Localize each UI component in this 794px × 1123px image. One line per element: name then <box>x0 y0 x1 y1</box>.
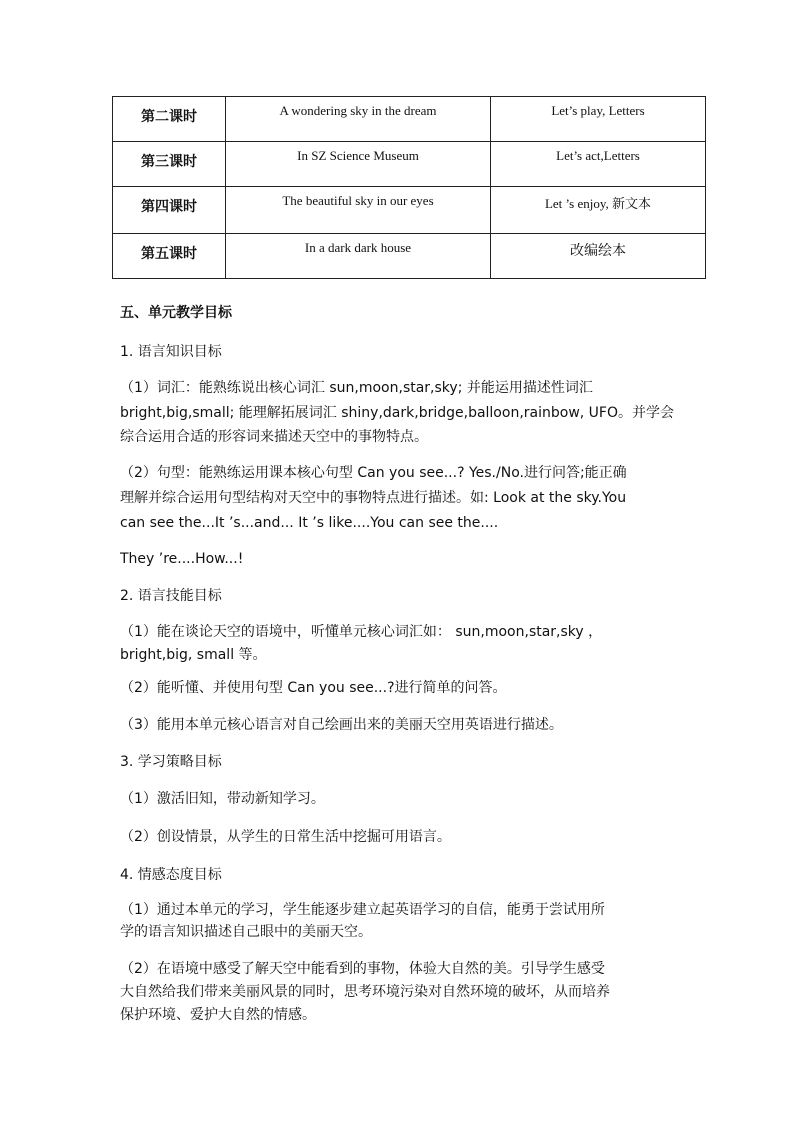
paragraph-line: 综合运用合适的形容词来描述天空中的事物特点。 <box>120 429 428 445</box>
paragraph-line: （1）激活旧知，带动新知学习。 <box>120 791 325 807</box>
paragraph-line: bright,big, small 等。 <box>120 647 267 663</box>
paragraph-line: （1）能在谈论天空的语境中，听懂单元核心词汇如： sun,moon,star,sky ， <box>120 624 603 640</box>
paragraph-line: can see the...It ’s...and... It ’s like....You can see the.... <box>120 515 499 531</box>
lesson-cell: 第四课时 <box>113 187 226 234</box>
paragraph-line: bright,big,small; 能理解拓展词汇 shiny,dark,bridge,balloon,rainbow, UFO。并学会 <box>120 405 674 421</box>
lesson-schedule-table <box>112 96 706 279</box>
table-row <box>113 142 706 187</box>
content-cell: 改编绘本 <box>491 234 706 279</box>
paragraph-line: （2）句型：能熟练运用课本核心句型 Can you see...? Yes./No.进行问答;能正确 <box>120 465 627 481</box>
paragraph-line: （2）能听懂、并使用句型 Can you see...?进行简单的问答。 <box>120 680 507 696</box>
paragraph-line: （2）创设情景，从学生的日常生活中挖掘可用语言。 <box>120 829 451 845</box>
lesson-cell: 第二课时 <box>113 97 226 142</box>
content-cell: Let’s act,Letters <box>491 142 706 187</box>
table-row <box>113 97 706 142</box>
topic-cell: In SZ Science Museum <box>226 142 491 187</box>
paragraph-line: 学的语言知识描述自己眼中的美丽天空。 <box>120 924 372 940</box>
paragraph-line: （2）在语境中感受了解天空中能看到的事物，体验大自然的美。引导学生感受 <box>120 961 605 977</box>
paragraph-line: （1）通过本单元的学习，学生能逐步建立起英语学习的自信，能勇于尝试用所 <box>120 902 605 918</box>
goal-heading: 1. 语言知识目标 <box>120 344 222 360</box>
paragraph-line: （1）词汇：能熟练说出核心词汇 sun,moon,star,sky; 并能运用描述性词汇 <box>120 380 593 396</box>
topic-cell: The beautiful sky in our eyes <box>226 187 491 234</box>
paragraph-line: They ’re....How...! <box>120 551 244 567</box>
section-title: 五、单元教学目标 <box>120 305 232 321</box>
table-row <box>113 187 706 234</box>
paragraph-line: （3）能用本单元核心语言对自己绘画出来的美丽天空用英语进行描述。 <box>120 717 563 733</box>
paragraph-line: 理解并综合运用句型结构对天空中的事物特点进行描述。如: Look at the sky.You <box>120 490 627 506</box>
goal-heading: 3. 学习策略目标 <box>120 754 222 770</box>
lesson-cell: 第三课时 <box>113 142 226 187</box>
table-row <box>113 234 706 279</box>
content-cell: Let’s play, Letters <box>491 97 706 142</box>
paragraph-line: 保护环境、爱护大自然的情感。 <box>120 1007 316 1023</box>
topic-cell: In a dark dark house <box>226 234 491 279</box>
paragraph-line: 大自然给我们带来美丽风景的同时，思考环境污染对自然环境的破坏，从而培养 <box>120 984 610 1000</box>
goal-heading: 4. 情感态度目标 <box>120 867 222 883</box>
content-cell: Let ’s enjoy, 新文本 <box>491 187 706 234</box>
topic-cell: A wondering sky in the dream <box>226 97 491 142</box>
goal-heading: 2. 语言技能目标 <box>120 588 222 604</box>
lesson-cell: 第五课时 <box>113 234 226 279</box>
